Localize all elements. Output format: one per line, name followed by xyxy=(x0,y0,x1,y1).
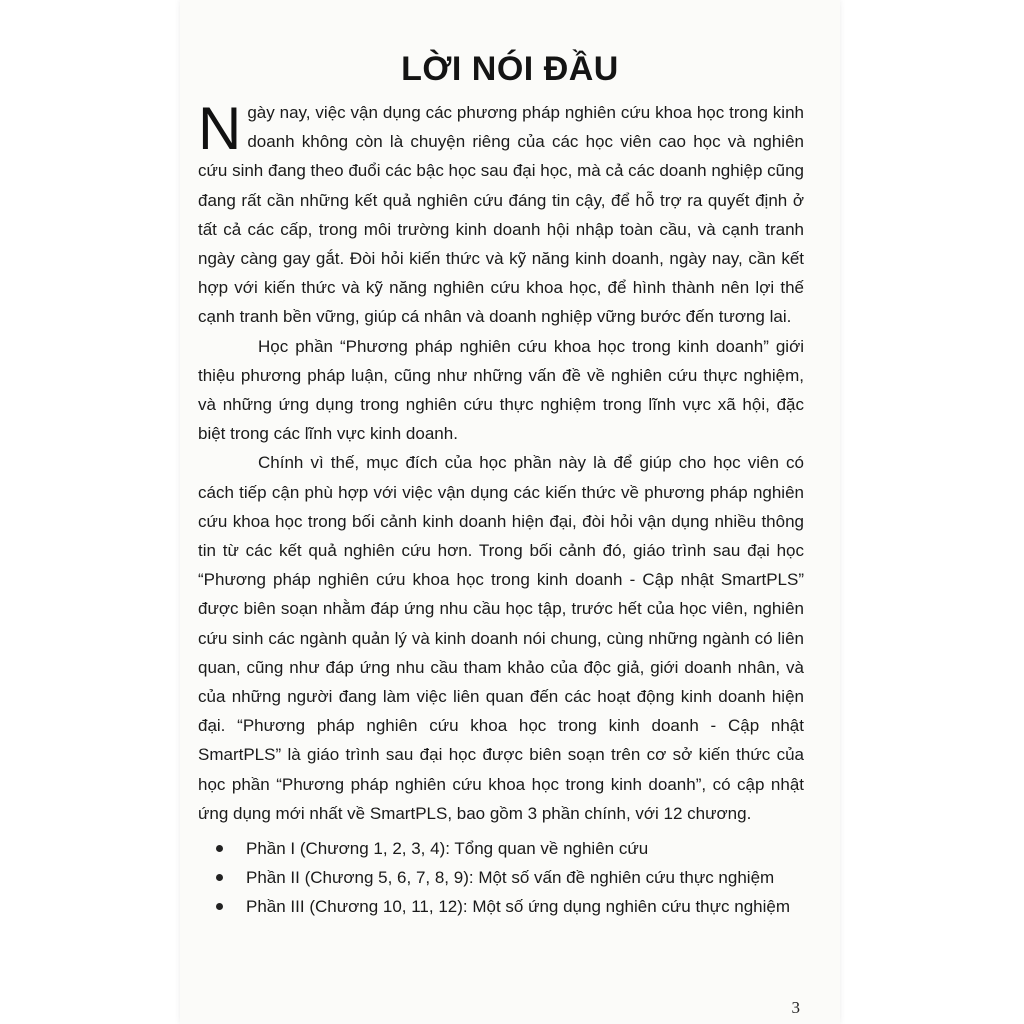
bullet-icon xyxy=(216,874,223,881)
intro-paragraph xyxy=(198,95,804,332)
list-item xyxy=(246,834,804,863)
page-number: 3 xyxy=(791,998,800,1017)
paragraph: Học phần “Phương pháp nghiên cứu khoa học trong kinh doanh” giới thiệu phương pháp luận, cũng như những vấn đề về nghiên cứu thực nghiệm, và những ứng dụng trong nghiên cứu thực nghiệm trong lĩnh vực xã hội, đặc biệt trong các lĩnh vực kinh doanh. xyxy=(198,336,804,444)
list-item-text: Phần II (Chương 5, 6, 7, 8, 9): Một số vấn đề nghiên cứu thực nghiệm xyxy=(246,868,775,888)
page-title: LỜI NÓI ĐẦU xyxy=(401,50,619,88)
list-item xyxy=(246,863,804,892)
parts-list xyxy=(198,834,804,921)
list-item-text: Phần I (Chương 1, 2, 3, 4): Tổng quan về nghiên cứu xyxy=(246,839,649,859)
paragraph: Chính vì thế, mục đích của học phần này là để giúp cho học viên có cách tiếp cận phù hợp với việc vận dụng các kiến thức về phương pháp nghiên cứu khoa học trong bối cảnh kinh doanh hiện đại, đòi hỏi vận dụng nhiều thông tin từ các kết quả nghiên cứu hơn. Trong bối cảnh đó, giáo trình sau đại học “Phương pháp nghiên cứu khoa học trong kinh doanh - Cập nhật SmartPLS” được biên soạn nhằm đáp ứng nhu cầu học tập, trước hết của học viên, nghiên cứu sinh các ngành quản lý và kinh doanh nói chung, cùng những ngành có liên quan, cũng như đáp ứng nhu cầu tham khảo của độc giả, giới doanh nhân, và của những người đang làm việc liên quan đến các hoạt động kinh doanh hiện đại. “Phương pháp nghiên cứu khoa học trong kinh doanh - Cập nhật SmartPLS” là giáo trình sau đại học được biên soạn trên cơ sở kiến thức của học phần “Phương pháp nghiên cứu khoa học trong kinh doanh”, có cập nhật ứng dụng mới nhất về SmartPLS, bao gồm 3 phần chính, với 12 chương. xyxy=(198,453,804,823)
bullet-icon xyxy=(216,845,223,852)
book-page xyxy=(180,0,840,1024)
drop-cap: N xyxy=(198,95,242,162)
list-item xyxy=(246,892,804,921)
list-item-text: Phần III (Chương 10, 11, 12): Một số ứng dụng nghiên cứu thực nghiệm xyxy=(246,897,790,917)
page-body xyxy=(198,95,804,921)
bullet-icon xyxy=(216,903,223,910)
intro-text: gày nay, việc vận dụng các phương pháp nghiên cứu khoa học trong kinh doanh không còn là chuyện riêng của các học viên cao học và nghiên cứu sinh đang theo đuổi các bậc học sau đại học, mà cả các doanh nghiệp cũng đang rất cần những kết quả nghiên cứu đáng tin cậy, để hỗ trợ ra quyết định ở tất cả các cấp, trong môi trường kinh doanh hội nhập toàn cầu, và cạnh tranh ngày càng gay gắt. Đòi hỏi kiến thức và kỹ năng kinh doanh, ngày nay, cần kết hợp với kiến thức và kỹ năng nghiên cứu khoa học, để hình thành nên lợi thế cạnh tranh bền vững, giúp cá nhân và doanh nghiệp vững bước đến tương lai. xyxy=(198,103,804,327)
